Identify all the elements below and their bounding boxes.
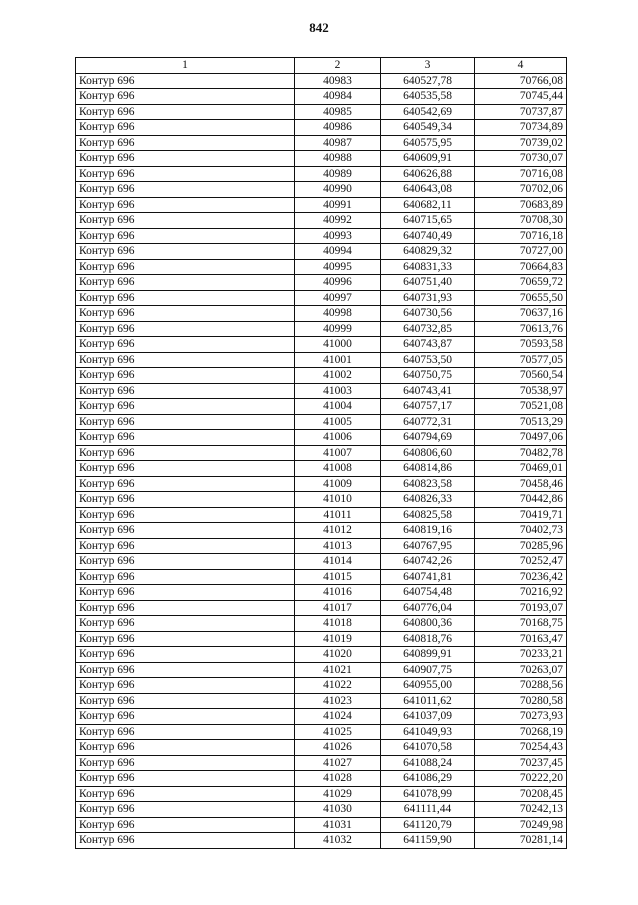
y-coordinate-cell: 70249,98 — [475, 817, 567, 833]
y-coordinate-cell: 70702,06 — [475, 182, 567, 198]
x-coordinate-cell: 640730,56 — [381, 306, 475, 322]
x-coordinate-cell: 640794,69 — [381, 430, 475, 446]
x-coordinate-cell: 640682,11 — [381, 197, 475, 213]
point-number-cell: 41027 — [295, 755, 381, 771]
contour-name-cell: Контур 696 — [76, 538, 295, 554]
contour-name-cell: Контур 696 — [76, 569, 295, 585]
point-number-cell: 41021 — [295, 662, 381, 678]
point-number-cell: 41005 — [295, 414, 381, 430]
y-coordinate-cell: 70513,29 — [475, 414, 567, 430]
x-coordinate-cell: 640825,58 — [381, 507, 475, 523]
point-number-cell: 41019 — [295, 631, 381, 647]
table-row — [76, 802, 567, 818]
y-coordinate-cell: 70730,07 — [475, 151, 567, 167]
table-row — [76, 290, 567, 306]
y-coordinate-cell: 70482,78 — [475, 445, 567, 461]
table-row — [76, 492, 567, 508]
contour-name-cell: Контур 696 — [76, 833, 295, 849]
table-row — [76, 182, 567, 198]
point-number-cell: 41001 — [295, 352, 381, 368]
table-row — [76, 383, 567, 399]
point-number-cell: 41003 — [295, 383, 381, 399]
point-number-cell: 40996 — [295, 275, 381, 291]
x-coordinate-cell: 640575,95 — [381, 135, 475, 151]
x-coordinate-cell: 640754,48 — [381, 585, 475, 601]
table-row — [76, 554, 567, 570]
x-coordinate-cell: 640806,60 — [381, 445, 475, 461]
x-coordinate-cell: 640740,49 — [381, 228, 475, 244]
point-number-cell: 41031 — [295, 817, 381, 833]
y-coordinate-cell: 70593,58 — [475, 337, 567, 353]
contour-name-cell: Контур 696 — [76, 290, 295, 306]
table-row — [76, 647, 567, 663]
table-row — [76, 476, 567, 492]
point-number-cell: 40986 — [295, 120, 381, 136]
table-row — [76, 89, 567, 105]
x-coordinate-cell: 641070,58 — [381, 740, 475, 756]
table-row — [76, 771, 567, 787]
point-number-cell: 41022 — [295, 678, 381, 694]
point-number-cell: 41002 — [295, 368, 381, 384]
x-coordinate-cell: 640732,85 — [381, 321, 475, 337]
point-number-cell: 40993 — [295, 228, 381, 244]
x-coordinate-cell: 640643,08 — [381, 182, 475, 198]
table-row — [76, 151, 567, 167]
point-number-cell: 41012 — [295, 523, 381, 539]
x-coordinate-cell: 640757,17 — [381, 399, 475, 415]
table-row — [76, 104, 567, 120]
point-number-cell: 40992 — [295, 213, 381, 229]
table-row — [76, 600, 567, 616]
table-row — [76, 306, 567, 322]
table-row — [76, 507, 567, 523]
contour-name-cell: Контур 696 — [76, 507, 295, 523]
point-number-cell: 41008 — [295, 461, 381, 477]
table-row — [76, 259, 567, 275]
y-coordinate-cell: 70458,46 — [475, 476, 567, 492]
point-number-cell: 40998 — [295, 306, 381, 322]
table-row — [76, 445, 567, 461]
table-row — [76, 523, 567, 539]
table-row — [76, 461, 567, 477]
contour-name-cell: Контур 696 — [76, 166, 295, 182]
x-coordinate-cell: 641111,44 — [381, 802, 475, 818]
column-header-3: 3 — [381, 58, 475, 74]
x-coordinate-cell: 640826,33 — [381, 492, 475, 508]
contour-name-cell: Контур 696 — [76, 259, 295, 275]
x-coordinate-cell: 640800,36 — [381, 616, 475, 632]
x-coordinate-cell: 640741,81 — [381, 569, 475, 585]
point-number-cell: 40989 — [295, 166, 381, 182]
contour-name-cell: Контур 696 — [76, 73, 295, 89]
contour-name-cell: Контур 696 — [76, 771, 295, 787]
contour-name-cell: Контур 696 — [76, 306, 295, 322]
point-number-cell: 40990 — [295, 182, 381, 198]
contour-name-cell: Контур 696 — [76, 445, 295, 461]
y-coordinate-cell: 70497,06 — [475, 430, 567, 446]
table-row — [76, 569, 567, 585]
table-row — [76, 197, 567, 213]
coordinates-table — [75, 57, 567, 849]
contour-name-cell: Контур 696 — [76, 616, 295, 632]
contour-name-cell: Контур 696 — [76, 817, 295, 833]
table-row — [76, 709, 567, 725]
x-coordinate-cell: 640955,00 — [381, 678, 475, 694]
contour-name-cell: Контур 696 — [76, 368, 295, 384]
table-row — [76, 678, 567, 694]
y-coordinate-cell: 70521,08 — [475, 399, 567, 415]
contour-name-cell: Контур 696 — [76, 135, 295, 151]
contour-name-cell: Контур 696 — [76, 104, 295, 120]
contour-name-cell: Контур 696 — [76, 802, 295, 818]
table-row — [76, 213, 567, 229]
x-coordinate-cell: 640715,65 — [381, 213, 475, 229]
x-coordinate-cell: 640743,41 — [381, 383, 475, 399]
point-number-cell: 40999 — [295, 321, 381, 337]
contour-name-cell: Контур 696 — [76, 337, 295, 353]
table-row — [76, 166, 567, 182]
x-coordinate-cell: 640750,75 — [381, 368, 475, 384]
y-coordinate-cell: 70727,00 — [475, 244, 567, 260]
y-coordinate-cell: 70683,89 — [475, 197, 567, 213]
contour-name-cell: Контур 696 — [76, 197, 295, 213]
table-row — [76, 631, 567, 647]
y-coordinate-cell: 70280,58 — [475, 693, 567, 709]
contour-name-cell: Контур 696 — [76, 228, 295, 244]
y-coordinate-cell: 70637,16 — [475, 306, 567, 322]
contour-name-cell: Контур 696 — [76, 786, 295, 802]
y-coordinate-cell: 70193,07 — [475, 600, 567, 616]
point-number-cell: 41014 — [295, 554, 381, 570]
table-row — [76, 740, 567, 756]
x-coordinate-cell: 640776,04 — [381, 600, 475, 616]
point-number-cell: 41010 — [295, 492, 381, 508]
x-coordinate-cell: 640823,58 — [381, 476, 475, 492]
contour-name-cell: Контур 696 — [76, 383, 295, 399]
table-row — [76, 585, 567, 601]
table-row — [76, 228, 567, 244]
contour-name-cell: Контур 696 — [76, 662, 295, 678]
table-row — [76, 73, 567, 89]
point-number-cell: 40988 — [295, 151, 381, 167]
point-number-cell: 41007 — [295, 445, 381, 461]
y-coordinate-cell: 70560,54 — [475, 368, 567, 384]
point-number-cell: 41011 — [295, 507, 381, 523]
table-row — [76, 135, 567, 151]
y-coordinate-cell: 70168,75 — [475, 616, 567, 632]
point-number-cell: 41017 — [295, 600, 381, 616]
x-coordinate-cell: 641049,93 — [381, 724, 475, 740]
point-number-cell: 41006 — [295, 430, 381, 446]
x-coordinate-cell: 641037,09 — [381, 709, 475, 725]
table-body — [76, 73, 567, 848]
contour-name-cell: Контур 696 — [76, 740, 295, 756]
y-coordinate-cell: 70739,02 — [475, 135, 567, 151]
point-number-cell: 41015 — [295, 569, 381, 585]
point-number-cell: 40985 — [295, 104, 381, 120]
contour-name-cell: Контур 696 — [76, 461, 295, 477]
contour-name-cell: Контур 696 — [76, 678, 295, 694]
point-number-cell: 41023 — [295, 693, 381, 709]
point-number-cell: 41018 — [295, 616, 381, 632]
y-coordinate-cell: 70208,45 — [475, 786, 567, 802]
x-coordinate-cell: 640549,34 — [381, 120, 475, 136]
contour-name-cell: Контур 696 — [76, 693, 295, 709]
contour-name-cell: Контур 696 — [76, 213, 295, 229]
table-row — [76, 662, 567, 678]
contour-name-cell: Контур 696 — [76, 554, 295, 570]
contour-name-cell: Контур 696 — [76, 89, 295, 105]
x-coordinate-cell: 640818,76 — [381, 631, 475, 647]
y-coordinate-cell: 70737,87 — [475, 104, 567, 120]
y-coordinate-cell: 70577,05 — [475, 352, 567, 368]
x-coordinate-cell: 640829,32 — [381, 244, 475, 260]
y-coordinate-cell: 70254,43 — [475, 740, 567, 756]
point-number-cell: 41024 — [295, 709, 381, 725]
y-coordinate-cell: 70222,20 — [475, 771, 567, 787]
y-coordinate-cell: 70538,97 — [475, 383, 567, 399]
contour-name-cell: Контур 696 — [76, 275, 295, 291]
y-coordinate-cell: 70268,19 — [475, 724, 567, 740]
y-coordinate-cell: 70288,56 — [475, 678, 567, 694]
table-row — [76, 120, 567, 136]
x-coordinate-cell: 640814,86 — [381, 461, 475, 477]
x-coordinate-cell: 641120,79 — [381, 817, 475, 833]
point-number-cell: 40984 — [295, 89, 381, 105]
y-coordinate-cell: 70734,89 — [475, 120, 567, 136]
contour-name-cell: Контур 696 — [76, 585, 295, 601]
table-row — [76, 430, 567, 446]
table-row — [76, 538, 567, 554]
x-coordinate-cell: 640772,31 — [381, 414, 475, 430]
x-coordinate-cell: 641011,62 — [381, 693, 475, 709]
x-coordinate-cell: 640753,50 — [381, 352, 475, 368]
point-number-cell: 41016 — [295, 585, 381, 601]
point-number-cell: 40995 — [295, 259, 381, 275]
point-number-cell: 41026 — [295, 740, 381, 756]
y-coordinate-cell: 70402,73 — [475, 523, 567, 539]
y-coordinate-cell: 70655,50 — [475, 290, 567, 306]
point-number-cell: 41004 — [295, 399, 381, 415]
y-coordinate-cell: 70708,30 — [475, 213, 567, 229]
x-coordinate-cell: 640831,33 — [381, 259, 475, 275]
table-row — [76, 817, 567, 833]
y-coordinate-cell: 70163,47 — [475, 631, 567, 647]
x-coordinate-cell: 640542,69 — [381, 104, 475, 120]
contour-name-cell: Контур 696 — [76, 523, 295, 539]
y-coordinate-cell: 70236,42 — [475, 569, 567, 585]
contour-name-cell: Контур 696 — [76, 600, 295, 616]
table-row — [76, 724, 567, 740]
y-coordinate-cell: 70263,07 — [475, 662, 567, 678]
point-number-cell: 41030 — [295, 802, 381, 818]
point-number-cell: 40997 — [295, 290, 381, 306]
point-number-cell: 41032 — [295, 833, 381, 849]
table-row — [76, 399, 567, 415]
y-coordinate-cell: 70233,21 — [475, 647, 567, 663]
x-coordinate-cell: 641086,29 — [381, 771, 475, 787]
column-header-4: 4 — [475, 58, 567, 74]
point-number-cell: 40994 — [295, 244, 381, 260]
y-coordinate-cell: 70664,83 — [475, 259, 567, 275]
point-number-cell: 41029 — [295, 786, 381, 802]
y-coordinate-cell: 70281,14 — [475, 833, 567, 849]
table-header-row — [76, 58, 567, 74]
x-coordinate-cell: 641159,90 — [381, 833, 475, 849]
y-coordinate-cell: 70469,01 — [475, 461, 567, 477]
y-coordinate-cell: 70237,45 — [475, 755, 567, 771]
table-row — [76, 275, 567, 291]
point-number-cell: 41009 — [295, 476, 381, 492]
y-coordinate-cell: 70216,92 — [475, 585, 567, 601]
y-coordinate-cell: 70745,44 — [475, 89, 567, 105]
x-coordinate-cell: 640609,91 — [381, 151, 475, 167]
point-number-cell: 40983 — [295, 73, 381, 89]
contour-name-cell: Контур 696 — [76, 120, 295, 136]
table-row — [76, 755, 567, 771]
y-coordinate-cell: 70659,72 — [475, 275, 567, 291]
x-coordinate-cell: 640899,91 — [381, 647, 475, 663]
contour-name-cell: Контур 696 — [76, 724, 295, 740]
point-number-cell: 41013 — [295, 538, 381, 554]
x-coordinate-cell: 641078,99 — [381, 786, 475, 802]
table-row — [76, 414, 567, 430]
y-coordinate-cell: 70613,76 — [475, 321, 567, 337]
point-number-cell: 40991 — [295, 197, 381, 213]
contour-name-cell: Контур 696 — [76, 414, 295, 430]
column-header-2: 2 — [295, 58, 381, 74]
y-coordinate-cell: 70716,08 — [475, 166, 567, 182]
point-number-cell: 41020 — [295, 647, 381, 663]
x-coordinate-cell: 640907,75 — [381, 662, 475, 678]
table-row — [76, 244, 567, 260]
table-row — [76, 321, 567, 337]
x-coordinate-cell: 640527,78 — [381, 73, 475, 89]
contour-name-cell: Контур 696 — [76, 647, 295, 663]
y-coordinate-cell: 70419,71 — [475, 507, 567, 523]
contour-name-cell: Контур 696 — [76, 430, 295, 446]
point-number-cell: 41000 — [295, 337, 381, 353]
table-row — [76, 368, 567, 384]
x-coordinate-cell: 641088,24 — [381, 755, 475, 771]
point-number-cell: 40987 — [295, 135, 381, 151]
contour-name-cell: Контур 696 — [76, 244, 295, 260]
contour-name-cell: Контур 696 — [76, 182, 295, 198]
contour-name-cell: Контур 696 — [76, 476, 295, 492]
table-row — [76, 352, 567, 368]
contour-name-cell: Контур 696 — [76, 399, 295, 415]
contour-name-cell: Контур 696 — [76, 321, 295, 337]
y-coordinate-cell: 70766,08 — [475, 73, 567, 89]
table-row — [76, 616, 567, 632]
point-number-cell: 41025 — [295, 724, 381, 740]
contour-name-cell: Контур 696 — [76, 151, 295, 167]
x-coordinate-cell: 640535,58 — [381, 89, 475, 105]
table-row — [76, 693, 567, 709]
contour-name-cell: Контур 696 — [76, 631, 295, 647]
y-coordinate-cell: 70273,93 — [475, 709, 567, 725]
x-coordinate-cell: 640743,87 — [381, 337, 475, 353]
x-coordinate-cell: 640626,88 — [381, 166, 475, 182]
y-coordinate-cell: 70285,96 — [475, 538, 567, 554]
table-row — [76, 833, 567, 849]
table-row — [76, 786, 567, 802]
table-row — [76, 337, 567, 353]
y-coordinate-cell: 70252,47 — [475, 554, 567, 570]
page-number: 842 — [309, 20, 329, 35]
x-coordinate-cell: 640742,26 — [381, 554, 475, 570]
point-number-cell: 41028 — [295, 771, 381, 787]
x-coordinate-cell: 640819,16 — [381, 523, 475, 539]
y-coordinate-cell: 70716,18 — [475, 228, 567, 244]
x-coordinate-cell: 640731,93 — [381, 290, 475, 306]
y-coordinate-cell: 70442,86 — [475, 492, 567, 508]
contour-name-cell: Контур 696 — [76, 492, 295, 508]
y-coordinate-cell: 70242,13 — [475, 802, 567, 818]
contour-name-cell: Контур 696 — [76, 352, 295, 368]
x-coordinate-cell: 640751,40 — [381, 275, 475, 291]
column-header-1: 1 — [76, 58, 295, 74]
x-coordinate-cell: 640767,95 — [381, 538, 475, 554]
contour-name-cell: Контур 696 — [76, 709, 295, 725]
contour-name-cell: Контур 696 — [76, 755, 295, 771]
